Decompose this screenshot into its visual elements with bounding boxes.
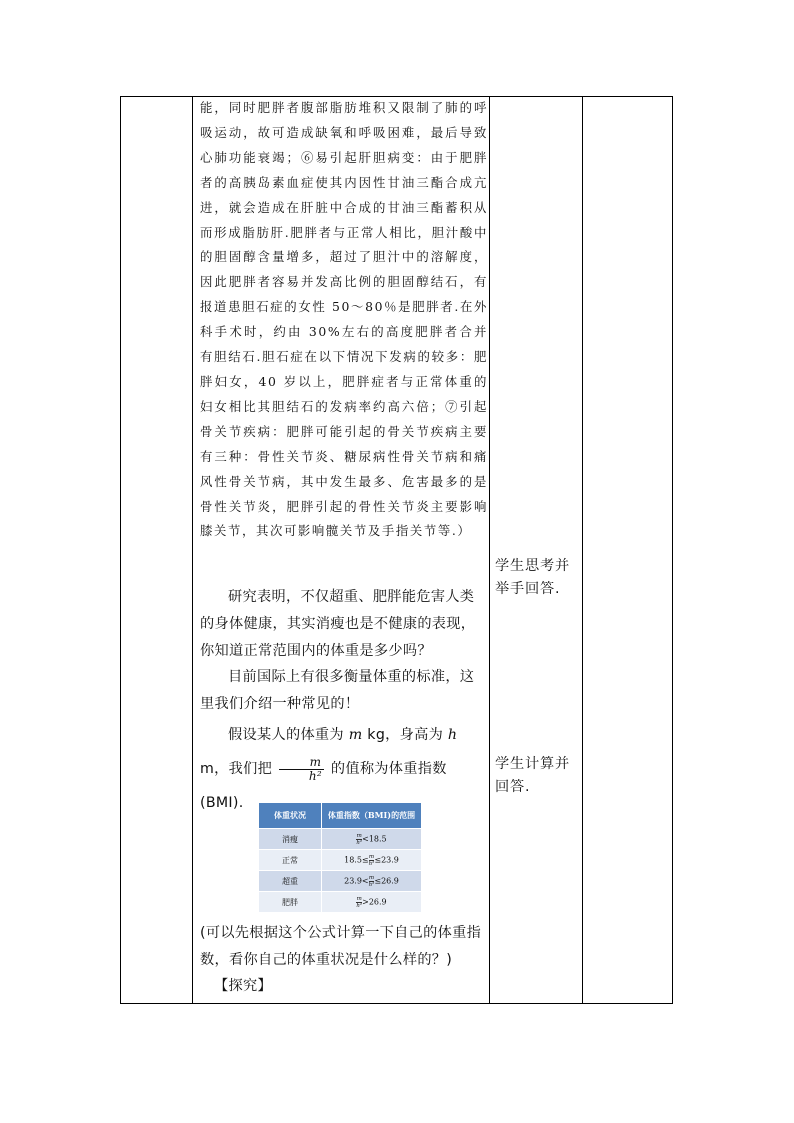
explore-heading: 【探究】 [214, 978, 272, 994]
column-divider [582, 97, 583, 1003]
table-row: 正常 18.5≤ $\frac{m}{\text{h²}}$ ≤23.9 [259, 850, 422, 871]
bmi-fraction: $\frac{m}{\text{h²}}$ [279, 756, 324, 783]
bmi-mini-fraction: $\frac{m}{\text{h²}}$ [356, 895, 363, 909]
student-activity-note: 学生计算并回答. [495, 756, 570, 795]
research-paragraph: 研究表明，不仅超重、肥胖能危害人类的身体健康，其实消瘦也是不健康的表现，你知道正常范围内的体重是多少吗？ [200, 589, 476, 659]
table-header: 体重状况 [259, 803, 322, 829]
bmi-mini-fraction: $\frac{m}{\text{h²}}$ [368, 853, 375, 867]
table-row: 肥胖 $\frac{m}{\text{h²}}$ >26.9 [259, 892, 422, 913]
column-divider [192, 97, 193, 1003]
bmi-mini-fraction: $\frac{m}{\text{h²}}$ [368, 874, 375, 888]
bmi-definition: 假设某人的体重为 m kg，身高为 h m，我们把 $\frac{m}{\text{h²}}$ 的值称为体重指数(BMI). [200, 727, 458, 811]
student-activity-note: 学生思考并举手回答. [495, 558, 570, 597]
table-row: 超重 23.9< $\frac{m}{\text{h²}}$ ≤26.9 [259, 871, 422, 892]
calculation-prompt: (可以先根据这个公式计算一下自己的体重指数，看你自己的体重状况是什么样的？) [200, 925, 482, 968]
bmi-range-table [258, 802, 422, 913]
standard-paragraph: 目前国际上有很多衡量体重的标准，这里我们介绍一种常见的！ [200, 669, 475, 712]
table-header: 体重指数（BMI)的范围 [322, 803, 422, 829]
health-risk-paragraph: 能，同时肥胖者腹部脂肪堆积又限制了肺的呼吸运动，故可造成缺氧和呼吸困难，最后导致心肺功能衰竭；⑥易引起肝胆病变：由于肥胖者的高胰岛素血症使其内因性甘油三酯合成亢进，就会造成在肝脏中合成的甘油三酯蓄积从而形成脂肪肝.肥胖者与正常人相比，胆汁酸中的胆固醇含量增多，超过了胆汁中的溶解度，因此肥胖者容易并发高比例的胆固醇结石，有报道患胆石症的女性 50～80％是肥胖者.在外科手术时，约由 30%左右的高度肥胖者合并有胆结石.胆石症在以下情况下发病的较多：肥胖妇女，40 岁以上，肥胖症者与正常体重的妇女相比其胆结石的发病率约高六倍；⑦引起骨关节疾病：肥胖可能引起的骨关节疾病主要有三种：骨性关节炎、糖尿病性骨关节病和痛风性骨关节病，其中发生最多、危害最多的是骨性关节炎，肥胖引起的骨性关节炎主要影响膝关节，其次可影响髋关节及手指关节等.） [200, 100, 488, 539]
height-variable: h [447, 727, 458, 743]
weight-variable: m [348, 727, 363, 743]
table-row: 消瘦 $\frac{m}{\text{h²}}$ <18.5 [259, 829, 422, 850]
teaching-content [200, 96, 488, 544]
bmi-mini-fraction: $\frac{m}{\text{h²}}$ [356, 832, 363, 846]
column-divider [489, 97, 490, 1003]
